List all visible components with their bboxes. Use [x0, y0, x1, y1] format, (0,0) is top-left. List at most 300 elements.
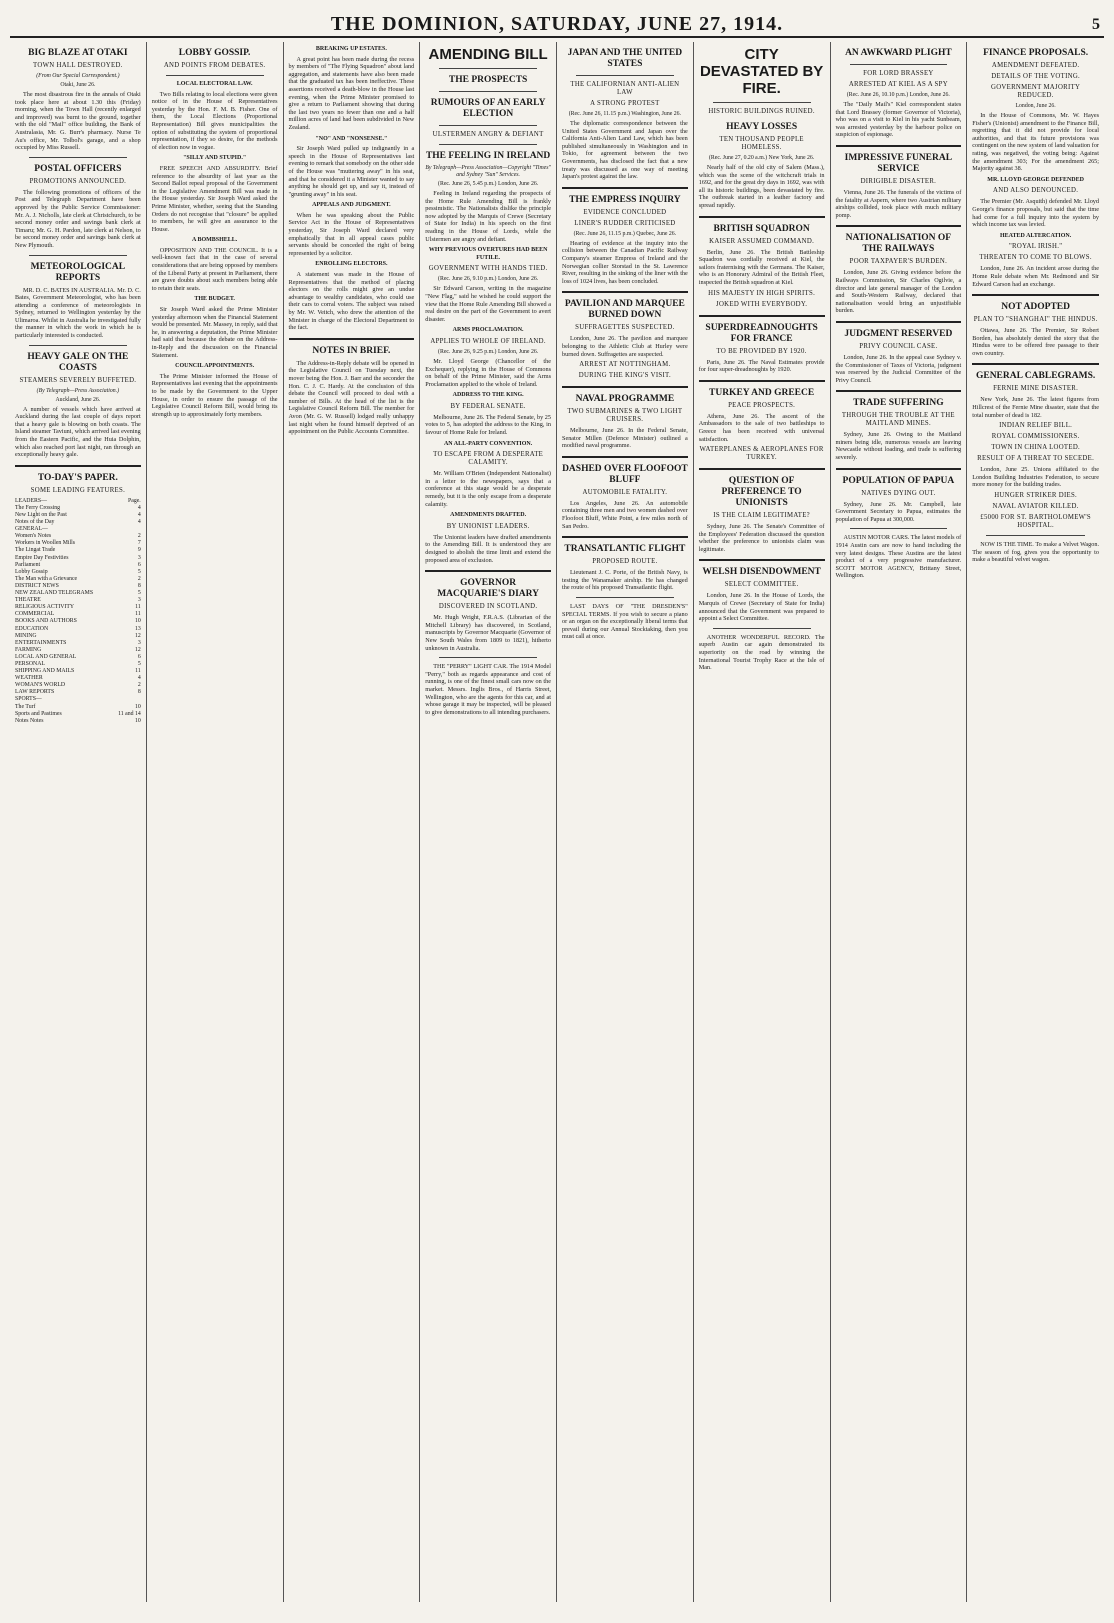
article-text: Ottawa, June 26. The Premier, Sir Robert Borden, has absolutely denied the story that the Hindus were to be offered free passage to their own country. [972, 327, 1099, 357]
divider [289, 338, 415, 340]
contents-row [15, 519, 141, 526]
contents-row [15, 718, 141, 725]
contents-item: Parliament [15, 561, 41, 568]
contents-row [15, 647, 141, 654]
contents-page: 4 [137, 675, 141, 682]
subhead: DETAILS OF THE VOTING. [991, 73, 1081, 80]
contents-row [15, 555, 141, 562]
subhead: TO ESCAPE FROM A DESPERATE CALAMITY. [433, 451, 544, 467]
contents-item: WEATHER [15, 675, 43, 682]
article-text: Sir Joseph Ward pulled up indignantly in a speech in the House of Representatives last evening to remark that somebody on the other side of the House was "muttering away" in his seat, and that he considered it a Minister wanted to say anything he should get up, and say it, instead of "grunting away" in his seat. [288, 145, 415, 198]
contents-item: Notes of the Day [15, 519, 55, 526]
contents-row [15, 562, 141, 569]
subhead: EVIDENCE CONCLUDED [583, 208, 667, 216]
dateline: (Rec. June 26, 9.10 p.m.) London, June 26. [438, 276, 539, 283]
column-1 [10, 42, 147, 1602]
contents-row [15, 540, 141, 547]
contents-row [15, 704, 141, 711]
contents-list [15, 498, 141, 725]
contents-row [15, 597, 141, 604]
section-head: "SILLY AND STUPID." [183, 155, 247, 162]
divider [836, 321, 962, 323]
contents-item: New Light on the Past [15, 512, 67, 518]
subhead: FOR LORD BRASSEY [863, 70, 934, 77]
subhead: THE FEELING IN IRELAND [425, 151, 551, 161]
subhead: HEAVY LOSSES [726, 122, 798, 132]
subhead: AND POINTS FROM DEBATES. [163, 62, 266, 69]
section-head: "NO" AND "NONSENSE." [315, 135, 388, 142]
article-text: Paris, June 26. The Naval Estimates provide for four super-dreadnoughts by 1920. [698, 358, 825, 374]
section-head: A BOMBSHELL. [191, 237, 238, 244]
subhead: £5000 FOR ST. BARTHOLOMEW'S HOSPITAL. [980, 514, 1091, 530]
article-text: Berlin, June 26. The British Battleship Squadron was cordially received at Kiel, the sailors fraternising with the Germans. The Kaiser, who is an Honorary Admiral of the British Fleet, inspected the British squadron at Kiel. [698, 248, 825, 286]
divider [713, 628, 811, 629]
section-head: HEATED ALTERCATION. [1000, 232, 1072, 239]
subhead: THROUGH THE TROUBLE AT THE MAITLAND MINES. [841, 412, 955, 428]
newspaper-page [10, 10, 1104, 1603]
contents-page: 5 [137, 660, 141, 667]
subhead: A STRONG PROTEST [590, 100, 660, 107]
contents-row [15, 590, 141, 597]
article-text: Melbourne, June 26. In the Federal Senate, Senator Millen (Defence Minister) outlined a modified naval programme. [562, 427, 688, 450]
subhead: AND ALSO DENOUNCED. [993, 187, 1079, 195]
dateline: (Rec. June 26, 10.10 p.m.) London, June 26. [846, 92, 950, 98]
divider [986, 535, 1085, 536]
contents-row [15, 711, 141, 718]
section-head: ARMS PROCLAMATION. [452, 327, 524, 334]
headline-superdreadnoughts: SUPERDREADNOUGHTS FOR FRANCE [705, 322, 818, 344]
divider [425, 570, 551, 572]
subhead: STEAMERS SEVERELY BUFFETED. [19, 376, 137, 384]
contents-row [15, 576, 141, 583]
contents-row [15, 604, 141, 611]
column-8 [967, 42, 1104, 1602]
section-head: THE BUDGET. [194, 296, 235, 303]
divider [439, 657, 537, 658]
subhead: PROMOTIONS ANNOUNCED. [29, 177, 127, 185]
headline-turkey-greece: TURKEY AND GREECE [709, 387, 815, 398]
contents-item: The Man with a Grievance [15, 575, 78, 582]
article-text: The Unionist leaders have drafted amendments to the Amending Bill. It is understood they are designed to abolish the time limit and extend the proposed area of exclusion. [425, 533, 551, 564]
subhead: TWO SUBMARINES & TWO LIGHT CRUISERS. [567, 408, 683, 424]
contents-item: Lobby Gossip [15, 568, 48, 575]
dateline: (Rec. June 26, 9.25 p.m.) London, June 26. [438, 348, 539, 355]
section-head: ENROLLING ELECTORS. [315, 261, 388, 268]
contents-row [15, 533, 141, 540]
contents-page: 9 [137, 547, 141, 554]
divider [972, 294, 1099, 296]
credit: (By Telegraph—Press Association.) [36, 387, 120, 394]
contents-page: 4 [137, 519, 141, 526]
newspaper-title: THE DOMINION, SATURDAY, JUNE 27, 1914. [330, 13, 784, 35]
divider [836, 145, 962, 147]
contents-item: SPORTS— [15, 696, 42, 703]
article-text: Vienna, June 26. The funerals of the victims of the fatality at Aspern, where two Austrian military airships collided, took place with much military pomp. [835, 188, 962, 219]
subhead: TO BE PROVIDED BY 1920. [716, 347, 807, 355]
section-head: MR. LLOYD GEORGE DEFENDED [987, 176, 1084, 183]
dateline: (Rec. June 26, 11.15 p.m.) Washington, June 26. [568, 111, 681, 117]
article-text: London, June 25. Unions affiliated to the London Building Industries Federation, to secure more money for the building trades. [972, 466, 1099, 489]
subhead: LINER'S RUDDER CRITICISED [574, 219, 676, 227]
headline-awkward-plight: AN AWKWARD PLIGHT [845, 48, 952, 58]
contents-row [15, 682, 141, 689]
dateline: (Rec. June 27, 0.20 a.m.) New York, June 26. [708, 155, 815, 161]
subhead: DISCOVERED IN SCOTLAND. [438, 603, 538, 611]
section-head: AMENDMENTS DRAFTED. [450, 512, 527, 519]
article-text: London, June 26. In the appeal case Sydney v. the Commissioner of Taxes of Victoria, judgment was reserved by the Judicial Committee of the Privy Council. [835, 353, 962, 384]
subhead: THE CALIFORNIAN ANTI-ALIEN LAW [570, 81, 680, 96]
divider [836, 468, 962, 470]
contents-item: RELIGIOUS ACTIVITY [15, 604, 75, 611]
headline-city-devastated: CITY DEVASTATED BY FIRE. [699, 46, 824, 97]
column-4 [420, 42, 557, 1602]
article-text: When he was speaking about the Public Service Act in the House of Representatives yesterday, Sir Joseph Ward declared very emphatically that in all appeal cases public servants should be conceded the right of being represented by a solicitor. [288, 211, 415, 257]
subhead: PROPOSED ROUTE. [592, 558, 658, 566]
advertisement-text: AUSTIN MOTOR CARS. The latest models of 1914 Austin cars are now to hand including the very latest designs. These Austins are the latest product of a very progressive manufacturer. SCOTT MOTOR AGENCY, Brittany Street, Wellington. [835, 534, 962, 580]
column-2 [147, 42, 284, 1602]
headline-transatlantic: TRANSATLANTIC FLIGHT [564, 544, 686, 555]
article-text: Two Bills relating to local elections were given notice of in the House of Representatives yesterday by the Hon. F. M. B. Fisher. One of them, the Local Elections (Proportional Representation) Bill gives municipalities the option of substituting the system of proportional representation, if they so desire, for the methods of election now in vogue. [151, 90, 278, 151]
contents-page: 11 [135, 611, 141, 618]
advertisement-text: NOW IS THE TIME. To make a Velvet Wagon. The season of fog, gives you the opportunity to make a beautiful velvet wagon. [972, 541, 1099, 564]
contents-page: 12 [134, 646, 141, 653]
contents-page: 8 [137, 689, 141, 696]
article-text: The Premier (Mr. Asquith) defended Mr. Lloyd George's finance proposals, but said that the time had come for a full inquiry into the system by which income tax was levied. [972, 198, 1099, 229]
masthead [10, 10, 1104, 38]
contents-page: 3 [137, 597, 141, 604]
contents-row [15, 696, 141, 703]
article-text: London, June 26. Giving evidence before the Railways Commission, Sir Charles Ogilvie, a director and late general manager of the London and South-Western Railway, declared that nationalisation would bring an unjustifiable burden. [835, 269, 962, 315]
headline-impressive-funeral: IMPRESSIVE FUNERAL SERVICE [844, 152, 953, 174]
subhead: NATIVES DYING OUT. [861, 489, 936, 497]
subhead: PRIVY COUNCIL CASE. [859, 342, 938, 350]
contents-item: GENERAL— [15, 526, 48, 533]
article-text: London, June 26. The pavilion and marquee belonging to the Athletic Club at Hurley were burned down. Suffragettes are suspected. [562, 335, 688, 358]
contents-item: EDUCATION [15, 625, 49, 632]
section-head: APPEALS AND JUDGMENT. [312, 202, 391, 209]
subhead: JOKED WITH EVERYBODY. [716, 300, 808, 308]
contents-item: LOCAL AND GENERAL [15, 653, 77, 660]
article-text: The most disastrous fire in the annals of Otaki took place here at about 1.30 this (Friday) morning, when the Town Hall (recently enlarged and improved) was burnt to the ground, together with the old "Mail" office building, the Bank of Australasia, Mr. G. Burr's pharmacy. Nurse Te Au's office, Mr. Tolbol's garage, and a shop occupied by Miss Russell. [15, 91, 141, 152]
divider [562, 291, 688, 293]
contents-row [15, 640, 141, 647]
headline-general-cablegrams: GENERAL CABLEGRAMS. [975, 371, 1096, 382]
headline-meteorological: METEOROLOGICAL REPORTS [30, 261, 126, 283]
contents-page: 5 [137, 568, 141, 575]
headline-empress-inquiry: THE EMPRESS INQUIRY [569, 194, 681, 205]
column-6 [694, 42, 831, 1602]
article-text: The following promotions of officers of the Post and Telegraph Department have been approved by the Public Service Commissioner: Mr. A. J. Nicholls, late clerk at Christchurch, to be second money order and savings bank clerk at Timaru; Mr. G. H. Pardon, late clerk at Nelson, to be second money order and savings bank clerk at New Plymouth. [15, 188, 141, 249]
contents-item: The Ferry Crossing [15, 504, 61, 511]
subhead: GOVERNMENT WITH HANDS TIED. [428, 265, 548, 273]
section-head: ADDRESS TO THE KING. [452, 392, 524, 399]
contents-page: 3 [137, 639, 141, 646]
dateline: (Rec. June 26, 11.15 p.m.) Quebec, June 26. [573, 230, 677, 237]
contents-page: 6 [137, 561, 141, 568]
column-3 [284, 42, 421, 1602]
contents-row [15, 661, 141, 668]
contents-page: 13 [134, 625, 141, 632]
contents-item: Empire Day Festivities [15, 554, 69, 561]
article-text: OPPOSITION AND THE COUNCIL. It is a well-known fact that in the case of several considerations that are being opposed by members of the Liberal Party at present in Parliament, there are grave doubts about such members being able to retain their seats. [151, 246, 278, 292]
subhead: TOWN HALL DESTROYED. [33, 62, 123, 69]
article-text: The "Daily Mail's" Kiel correspondent states that Lord Brassey (former Governor of Victoria), who was on a visit to Kiel in his yacht Sunbeam, was arrested yesterday by the harbour police on suspicion of espionage. [835, 101, 962, 139]
section-head: COUNCIL APPOINTMENTS. [175, 363, 255, 370]
subhead: ULSTERMEN ANGRY & DEFIANT [432, 131, 544, 138]
subhead: ARRESTED AT KIEL AS A SPY [848, 81, 948, 88]
contents-page: 2 [137, 533, 141, 540]
page-number: 5 [1092, 16, 1100, 33]
article-text: New York, June 26. The latest figures from Hillcrest of the Fernie Mine disaster, state that the total number of dead is 182. [972, 396, 1099, 419]
subhead: THE PROSPECTS [448, 75, 528, 85]
divider [713, 102, 811, 103]
divider [699, 380, 825, 382]
headline-governor-macquarie: GOVERNOR MACQUARIE'S DIARY [437, 578, 540, 600]
subhead: BY UNIONIST LEADERS. [446, 522, 530, 530]
subhead: RESULT OF A THREAT TO SECEDE. [977, 455, 1095, 463]
contents-row [15, 611, 141, 618]
subhead: ROYAL COMMISSIONERS. [991, 433, 1080, 441]
divider [699, 559, 825, 561]
divider [562, 536, 688, 538]
contents-page: 5 [137, 590, 141, 597]
contents-page: 10 [134, 717, 141, 724]
article-text: Sir Edward Carson, writing in the magazine "New Flag," said he wished he could support the view that the Home Rule Amending Bill showed a real desire on the part of the Government to avert disaster. [425, 285, 551, 323]
contents-row [15, 526, 141, 533]
subhead: NAVAL AVIATOR KILLED. [992, 503, 1079, 511]
headline-welsh-disendowment: WELSH DISENDOWMENT [702, 567, 821, 578]
subhead: HIS MAJESTY IN HIGH SPIRITS. [708, 289, 816, 297]
article-text: Melbourne, June 26. The Federal Senate, by 25 votes to 5, has adopted the address to the King, in favour of Home Rule for Ireland. [425, 413, 551, 437]
divider [836, 390, 962, 392]
subhead: GOVERNMENT MAJORITY REDUCED. [991, 84, 1081, 99]
article-text: Sir Joseph Ward asked the Prime Minister yesterday afternoon when the Financial Statement would be presented. Mr. Massey, in reply, said that he, in answering a deputation, the Prime Minister had said that because the debate on the Address-in-Reply and the discussion on the Financial Statement. [151, 306, 278, 359]
contents-item: Women's Notes [15, 533, 52, 540]
article-text: Lieutenant J. C. Porte, of the British Navy, is testing the Wanamaker airship. He has changed the route of his proposed Transatlantic flight. [562, 569, 688, 592]
article-text: The Prime Minister informed the House of Representatives last evening that the appointments to be made by the Government to the Upper House, in order to ensure the passage of the Legislative Council Reform Bill, would bring its strength up to approximately forty members. [151, 372, 278, 418]
contents-item: THEATRE [15, 597, 41, 604]
divider [836, 225, 962, 227]
article-text: In the House of Commons, Mr. W. Hayes Fisher's (Unionist) amendment to the Finance Bill, regretting that it did not provide for local authorities, and that its future provisions was contingent on the new system of land valuation for rating, was negatived, the voting being: Against the amendment 303; For the amendment 265; Majority against 38. [972, 112, 1099, 173]
contents-row [15, 654, 141, 661]
advertisement-text: THE "PERRY" LIGHT CAR. The 1914 Model "Perry," both as regards appearance and cost of running, is one of the finest small cars now on the market. Messrs. Inglis Bros., of Harris Street, Wellington, who are the agents for this car, and at whose garage it may be inspected, will be pleased to give demonstrations to all intending purchasers. [425, 663, 551, 716]
article-text: Feeling in Ireland regarding the prospects of the Home Rule Amending Bill is frankly pessimistic. The Nationalists dislike the principle now adopted by the Marquis of Crewe (Secretary of State for India) in his speech on the first reading in the House of Lords, while the Ulstermen are angry and defiant. [425, 190, 551, 243]
divider [699, 468, 825, 470]
divider [29, 345, 127, 346]
contents-row [15, 569, 141, 576]
contents-item: NEW ZEALAND TELEGRAMS [15, 590, 94, 597]
contents-row [15, 633, 141, 640]
divider [576, 597, 674, 598]
subhead: SELECT COMMITTEE. [724, 581, 799, 589]
section-head: AN ALL-PARTY CONVENTION. [443, 440, 533, 447]
divider [850, 64, 948, 65]
contents-page: 4 [137, 504, 141, 511]
headline-population-papua: POPULATION OF PAPUA [842, 475, 955, 486]
article-text: MR. D. C. BATES IN AUSTRALIA. Mr. D. C. Bates, Government Meteorologist, who has been attending a conference of meteorologists in Sydney, returned to Wellington yesterday by the Ulimaroa. Whilst in Australia he investigated fully the manner in which the work in which he is particularly interested is conducted. [15, 286, 141, 340]
subhead: IS THE CLAIM LEGITIMATE? [713, 512, 810, 520]
headline-judgment-reserved: JUDGMENT RESERVED [844, 328, 953, 339]
article-text: London, June 26. In the House of Lords, the Marquis of Crewe (Secretary of State for India) announced that the Government was prepared to appoint a Select Committee. [698, 592, 825, 623]
divider [439, 125, 537, 126]
subhead: PLAN TO "SHANGHAI" THE HINDUS. [973, 316, 1098, 324]
divider [29, 255, 127, 256]
article-text: Mr. Lloyd George (Chancellor of the Exchequer), replying in the House of Commons on behalf of the Prime Minister, said the Arms Proclamation applied to the whole of Ireland. [425, 357, 551, 388]
contents-row [15, 626, 141, 633]
article-text: Sydney, June 26. Mr. Campbell, late Government Secretary to Papua, estimates the population of Papua at 300,000. [835, 500, 962, 523]
dateline: Otaki, June 26. [60, 82, 96, 88]
article-text: A number of vessels which have arrived at Auckland during the last couple of days report that a heavy gale is blowing on both coasts. The Island steamer Taviuni, which arrived last evening from the Eastern Pacific, and the Huia Dolphin, which also reached port last night, ran through an exceptionally heavy gale. [15, 405, 141, 459]
contents-item: The Lingat Trade [15, 547, 56, 554]
subhead: THREATEN TO COME TO BLOWS. [979, 254, 1092, 262]
article-text: A statement was made in the House of Representatives that the method of placing electors on the rolls might give an undue advantage to wealthy candidates, who could use their cars to corral voters. The subject was raised by Mr. W. Veitch, who drew the attention of the Minister in charge of the Electoral Department to the fact. [288, 271, 415, 332]
divider [562, 456, 688, 458]
contents-item: LEADERS— [15, 497, 47, 504]
subhead: HUNGER STRIKER DIES. [994, 492, 1078, 500]
contents-page: 10 [134, 703, 141, 710]
contents-page: 11 [135, 668, 141, 675]
subhead: WATERPLANES & AEROPLANES FOR TURKEY. [699, 446, 824, 462]
contents-page: 8 [137, 582, 141, 589]
contents-page: 11 and 14 [118, 710, 141, 717]
subhead: HISTORIC BUILDINGS RUINED. [708, 108, 815, 115]
contents-item: Notes Notes [15, 717, 44, 724]
subhead: APPLIES TO WHOLE OF IRELAND. [430, 337, 546, 345]
article-text: FREE SPEECH AND ABSURDITY. Brief reference to the absurdity of last year as the Second Ballot repeal proposal of the Government in the Legislative Amendment Bill was made in the House yesterday. Sir Joseph Ward asked the Prime Minister, whether, seeing that the Standing Orders do not recognise that "closure" be applied to members, he will give an assurance to the House. [151, 164, 278, 233]
credit: By Telegraph—Press Association—Copyright "Times" and Sydney "Sun" Services. [425, 165, 551, 178]
credit: (From Our Special Correspondent.) [36, 73, 120, 79]
divider [439, 144, 537, 145]
contents-row [15, 505, 141, 512]
subhead: DIRIGIBLE DISASTER. [860, 177, 937, 185]
contents-page: 3 [137, 554, 141, 561]
article-text: London, June 26. An incident arose during the Home Rule debate when Mr. Redmond and Sir Edward Carson had an exchange. [972, 265, 1099, 288]
contents-page: 7 [137, 540, 141, 547]
contents-item: COMMERCIAL [15, 611, 55, 618]
subhead: TEN THOUSAND PEOPLE HOMELESS. [719, 136, 804, 151]
contents-row [15, 547, 141, 554]
contents-page: 10 [134, 618, 141, 625]
divider [29, 157, 127, 158]
advertisement-text: LAST DAYS OF "THE DRESDEN'S" SPECIAL TERMS. If you wish to secure a piano or an organ on the exceptionally liberal terms that prevail during our Annual Stocktaking, then you must call at once. [562, 603, 688, 641]
article-text: Mr. William O'Brien (Independent Nationalist) in a letter to the newspapers, says that a conference at this stage would be a desperate remedy, but it is the only escape from a desperate calamity. [425, 470, 551, 508]
dateline: London, June 26. [1015, 103, 1056, 109]
section-head: BREAKING UP ESTATES. [315, 46, 387, 52]
headline-big-blaze: BIG BLAZE AT OTAKI [28, 48, 128, 58]
contents-item: MINING [15, 632, 37, 639]
contents-row [15, 675, 141, 682]
article-text: Athens, June 26. The ascent of the Ambassadors to the sale of two battleships to Greece has been received with universal satisfaction. [698, 412, 825, 443]
column-5 [557, 42, 694, 1602]
contents-page: 2 [137, 575, 141, 582]
subhead: PEACE PROSPECTS. [728, 401, 796, 409]
contents-item: DISTRICT NEWS [15, 582, 59, 589]
advertisement-text: ANOTHER WONDERFUL RECORD. The superb Austin car again demonstrated its superiority on the road by winning the International Tourist Trophy Race at the Isle of Man. [698, 633, 825, 672]
subhead: SUFFRAGETTES SUSPECTED. [575, 324, 675, 332]
article-text: The diplomatic correspondence between the United States Government and Japan over the California Anti-Alien Land Law, which has been published simultaneously in Washington and in Tokio, for agreement between the two Governments, has disclosed the fact that a new treaty was discussed as one way of meeting Japan's protest against the law. [562, 120, 688, 181]
divider [439, 68, 537, 69]
subhead: TOWN IN CHINA LOOTED. [991, 444, 1081, 452]
divider [439, 91, 537, 92]
article-text: Nearly half of the old city of Salem (Mass.), which was the scene of the witchcraft trials in 1692, and for the great dry days in 1692, was with all its historic buildings, been devastated by fire. The outbreak started in a leather factory and spread rapidly. [698, 164, 825, 209]
contents-item: The Turf [15, 703, 36, 710]
contents-page: Page. [128, 497, 141, 504]
divider [699, 216, 825, 218]
divider [562, 386, 688, 388]
subhead: POOR TAXPAYER'S BURDEN. [849, 258, 948, 266]
column-7 [831, 42, 968, 1602]
headline-british-squadron: BRITISH SQUADRON [713, 223, 810, 234]
contents-row [15, 618, 141, 625]
contents-item: BOOKS AND AUTHORS [15, 618, 77, 625]
contents-item: SHIPPING AND MAILS [15, 668, 75, 675]
section-head: WHY PREVIOUS OVERTURES HAD BEEN FUTILE. [428, 247, 548, 261]
subhead: RUMOURS OF AN EARLY ELECTION [430, 98, 546, 119]
divider [576, 75, 674, 76]
headline-nationalisation: NATIONALISATION OF THE RAILWAYS [845, 233, 952, 255]
contents-item: LAW REPORTS [15, 689, 55, 696]
divider [15, 465, 141, 467]
contents-item: WOMAN'S WORLD [15, 682, 66, 689]
contents-page: 6 [137, 653, 141, 660]
contents-page: 4 [137, 512, 141, 518]
contents-row [15, 498, 141, 505]
headline-finance-proposals: FINANCE PROPOSALS. [983, 48, 1089, 58]
subhead: INDIAN RELIEF BILL. [999, 422, 1073, 430]
headline-heavy-gale: HEAVY GALE ON THE COASTS [27, 351, 129, 373]
headline-postal-officers: POSTAL OFFICERS [34, 163, 122, 174]
contents-row [15, 583, 141, 590]
subhead: AUTOMOBILE FATALITY. [582, 488, 668, 496]
article-text: Sydney, June 26. Owing to the Maitland miners being idle, numerous vessels are leaving Newcastle without loading, and trade is suffering severely. [835, 431, 962, 462]
subhead: AMENDMENT DEFEATED. [991, 62, 1080, 69]
article-text: Mr. Hugh Wright, F.R.A.S. (Librarian of the Mitchell Library) has discovered, in Scotland, manuscripts by Governor Macquarie (Governor of New South Wales from 1809 to 1821), hitherto unknown in Australia. [425, 614, 551, 652]
subhead: "ROYAL IRISH." [1008, 243, 1063, 251]
subhead: FERNIE MINE DISASTER. [993, 385, 1079, 393]
headline-lobby-gossip: LOBBY GOSSIP. [178, 48, 251, 58]
headline-not-adopted: NOT ADOPTED [1001, 302, 1070, 313]
contents-item: Sports and Pastimes [15, 710, 62, 717]
contents-row [15, 668, 141, 675]
headline-pavilion: PAVILION AND MARQUEE BURNED DOWN [564, 299, 685, 321]
article-text: Sydney, June 26. The Senate's Committee of the Employees' Federation discussed the question whether the preference to unionists claim was legitimate. [698, 523, 825, 553]
contents-item: Workers in Woollen Mills [15, 540, 75, 547]
headline-amending-bill: AMENDING BILL [428, 46, 548, 63]
subhead: BY FEDERAL SENATE. [450, 402, 526, 410]
divider [972, 363, 1099, 365]
subhead: ARREST AT NOTTINGHAM. [579, 361, 671, 369]
contents-page: 12 [134, 632, 141, 639]
headline-trade-suffering: TRADE SUFFERING [853, 398, 944, 409]
contents-page: 11 [135, 604, 141, 611]
headline-floofoot-bluff: DASHED OVER FLOOFOOT BLUFF [562, 463, 688, 485]
section-head: LOCAL ELECTORAL LAW. [176, 81, 253, 87]
article-text: The Address-in-Reply debate will be opened in the Legislative Council on Tuesday next, the mover being the Hon. J. Barr and the seconder the Hon. C. J. C. Hardy. At the conclusion of this debate the Council will proceed to deal with a number of Bills. At the head of the list is the Legislative Council Reform Bill. The member for Avon (Mr. G. W. Russell) lodged really unhappy last night when he found himself deprived of an appointment on the Public Accounts Committee. [288, 359, 415, 436]
headline-notes-in-brief: NOTES IN BRIEF. [312, 345, 391, 356]
article-text: Hearing of evidence at the inquiry into the collision between the Canadian Pacific Railway Company's steamer Empress of Ireland and the Norwegian collier Storstad in the St. Lawrence River, resulting in the sinking of the liner with the loss of 1024 lives, has been concluded. [562, 239, 688, 285]
subhead: SOME LEADING FEATURES. [30, 486, 126, 494]
dateline: Auckland, June 26. [55, 396, 101, 403]
article-text: Los Angeles, June 26. An automobile containing three men and two women dashed over Floofoot Bluff, White Point, a few miles north of San Pedro. [562, 499, 688, 530]
dateline: (Rec. June 26, 5.45 p.m.) London, June 26. [438, 181, 539, 187]
divider [850, 528, 948, 529]
headline-naval-programme: NAVAL PROGRAMME [575, 394, 675, 405]
contents-row [15, 689, 141, 696]
headline-japan-us: JAPAN AND THE UNITED STATES [567, 48, 683, 69]
divider [166, 75, 264, 76]
contents-item: FARMING [15, 646, 42, 653]
divider [699, 315, 825, 317]
